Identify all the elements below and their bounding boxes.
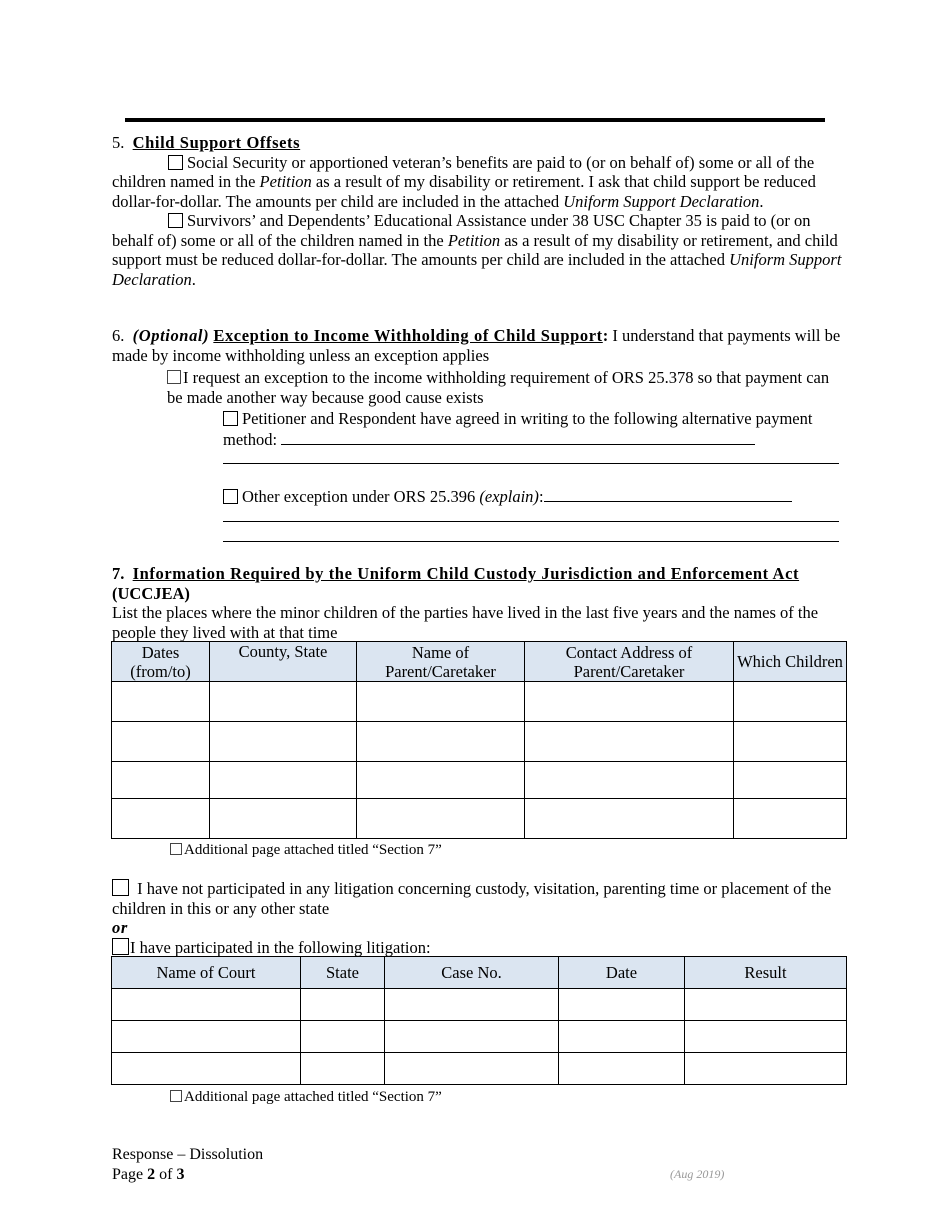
table-row (112, 682, 847, 722)
table-cell[interactable] (357, 682, 525, 722)
other-exception-field[interactable] (544, 486, 792, 502)
section-6-optional: (Optional) (132, 326, 210, 345)
other-exception (223, 486, 839, 507)
table-cell[interactable] (112, 722, 210, 762)
col-header-name-parent: Name of Parent/Caretaker (357, 642, 525, 682)
participated-checkbox[interactable] (112, 938, 129, 955)
section-7-intro: List the places where the minor children of the parties have lived in the last five years and the names of the people they lived with at that time (112, 603, 819, 642)
agreed-payment-text: Petitioner and Respondent have agreed in writing to the following alternative payment method: (223, 409, 813, 449)
table-cell[interactable] (525, 682, 734, 722)
section-5-title: Child Support Offsets (132, 133, 301, 152)
table-cell[interactable] (385, 1053, 559, 1085)
header-rule (125, 118, 825, 122)
table-row (112, 1021, 847, 1053)
section-5-number: 5. (112, 133, 125, 152)
footer-of-word: of (155, 1165, 177, 1183)
col-header-county-state: County, State (210, 642, 357, 682)
footer-doc-title: Response – Dissolution (112, 1146, 264, 1163)
additional-page-1 (170, 841, 442, 861)
table-row (112, 1053, 847, 1085)
not-participated-text: I have not participated in any litigation concerning custody, visitation, parenting time or placement of the children in this or any other state (112, 879, 832, 918)
litigation-section (112, 879, 842, 957)
other-exception-explain: (explain) (479, 487, 539, 506)
table-cell[interactable] (357, 722, 525, 762)
table-cell[interactable] (112, 989, 301, 1021)
ss-benefits-usd: Uniform Support Declaration (563, 191, 760, 211)
footer-revision-date: (Aug 2019) (670, 1167, 725, 1181)
survivors-text-3: . (191, 269, 196, 289)
footer-page-total: 3 (176, 1165, 185, 1183)
table-cell[interactable] (685, 989, 847, 1021)
table-cell[interactable] (385, 989, 559, 1021)
additional-page-2-text: Additional page attached titled “Section 7” (184, 1089, 442, 1105)
other-exception-checkbox[interactable] (223, 489, 238, 504)
col-header-name-court: Name of Court (112, 957, 301, 989)
section-5 (112, 133, 842, 289)
residence-history-table (111, 641, 847, 839)
table-cell[interactable] (734, 762, 847, 799)
table-cell[interactable] (734, 799, 847, 839)
agreed-payment-field[interactable] (281, 429, 755, 445)
agreed-payment-checkbox[interactable] (223, 411, 238, 426)
table-cell[interactable] (559, 989, 685, 1021)
survivors-text-1: Survivors’ and Dependents’ Educational Assistance under 38 USC Chapter 35 is paid to (or on behalf of) some or all of the children named in the (112, 211, 811, 250)
survivors-petition: Petition (447, 230, 501, 250)
table-cell[interactable] (210, 682, 357, 722)
other-exception-text: Other exception under ORS 25.396 (242, 487, 480, 506)
litigation-table (111, 956, 847, 1085)
section-6-intro-text: I understand that payments will be made by income withholding unless an exception applies (112, 326, 841, 365)
table-cell[interactable] (357, 799, 525, 839)
table-cell[interactable] (385, 1021, 559, 1053)
additional-page-2 (170, 1088, 442, 1108)
table-cell[interactable] (112, 1053, 301, 1085)
table-cell[interactable] (112, 1021, 301, 1053)
section-7-title: Information Required by the Uniform Child Custody Jurisdiction and Enforcement Act (132, 564, 800, 583)
survivors-option (112, 211, 842, 289)
table-cell[interactable] (734, 722, 847, 762)
section-7-heading (112, 564, 842, 642)
footer (112, 1145, 263, 1184)
table-cell[interactable] (301, 989, 385, 1021)
table-cell[interactable] (112, 682, 210, 722)
or-label: or (112, 918, 128, 937)
table-cell[interactable] (112, 762, 210, 799)
section-6-intro (112, 326, 842, 365)
table-cell[interactable] (559, 1053, 685, 1085)
agreed-payment-line-2[interactable] (223, 463, 839, 464)
ss-benefits-option (112, 153, 842, 212)
section-6-number: 6. (112, 326, 125, 345)
table-cell[interactable] (210, 799, 357, 839)
section-6-colon: : (602, 326, 609, 345)
additional-page-1-text: Additional page attached titled “Section 7” (184, 842, 442, 858)
footer-page-num: 2 (147, 1165, 156, 1183)
table-cell[interactable] (112, 799, 210, 839)
table-row (112, 762, 847, 799)
col-header-which-children: Which Children (734, 642, 847, 682)
table-cell[interactable] (525, 799, 734, 839)
other-exception-line-2[interactable] (223, 521, 839, 522)
footer-page-word: Page (112, 1165, 148, 1183)
additional-page-1-checkbox[interactable] (170, 843, 182, 855)
table-cell[interactable] (525, 762, 734, 799)
exception-request-checkbox[interactable] (167, 370, 181, 384)
not-participated-checkbox[interactable] (112, 879, 129, 896)
ss-benefits-petition: Petition (259, 172, 312, 191)
section-7-number: 7. (112, 564, 125, 583)
table-cell[interactable] (559, 1021, 685, 1053)
exception-request-text: I request an exception to the income withholding requirement of ORS 25.378 so that payment can be made another way because good cause exists (167, 368, 830, 407)
col-header-contact-address: Contact Address of Parent/Caretaker (525, 642, 734, 682)
section-7-acronym: (UCCJEA) (112, 583, 190, 603)
ss-benefits-text-2: as a result of my disability or retirement. I ask that child support be reduced dollar-for-dollar. The amounts per child are included in the attached (112, 172, 816, 211)
col-header-result: Result (685, 957, 847, 989)
table-cell[interactable] (301, 1053, 385, 1085)
ss-benefits-checkbox[interactable] (168, 155, 183, 170)
table-cell[interactable] (685, 1021, 847, 1053)
col-header-dates: Dates (from/to) (112, 642, 210, 682)
table-row (112, 799, 847, 839)
table-cell[interactable] (301, 1021, 385, 1053)
participated-text: I have participated in the following litigation: (130, 937, 431, 957)
col-header-date: Date (559, 957, 685, 989)
footer-page-number (112, 1165, 263, 1185)
survivors-text-2: as a result of my disability or retirement, and child support must be reduced dollar-for-dollar. The amounts per child are included in the attached (112, 230, 838, 269)
agreed-alternative-payment (223, 409, 839, 449)
table-cell[interactable] (357, 762, 525, 799)
other-exception-colon: : (538, 487, 544, 506)
table-cell[interactable] (685, 1053, 847, 1085)
table-cell[interactable] (210, 722, 357, 762)
table-row (112, 989, 847, 1021)
table-cell[interactable] (210, 762, 357, 799)
section-6-title: Exception to Income Withholding of Child Support (213, 326, 603, 345)
section-5-heading (112, 133, 842, 153)
col-header-case-no: Case No. (385, 957, 559, 989)
other-exception-line-3[interactable] (223, 541, 839, 542)
ss-benefits-text-3: . (759, 191, 764, 211)
ss-benefits-text-1: Social Security or apportioned veteran’s benefits are paid to (or on behalf of) some or all of the children named in the (112, 152, 815, 191)
survivors-usd: Uniform Support Declaration (112, 250, 842, 289)
table-cell[interactable] (734, 682, 847, 722)
col-header-state: State (301, 957, 385, 989)
additional-page-2-checkbox[interactable] (170, 1090, 182, 1102)
withholding-exception-request (167, 368, 839, 407)
table-row (112, 722, 847, 762)
survivors-checkbox[interactable] (168, 213, 183, 228)
table-cell[interactable] (525, 722, 734, 762)
